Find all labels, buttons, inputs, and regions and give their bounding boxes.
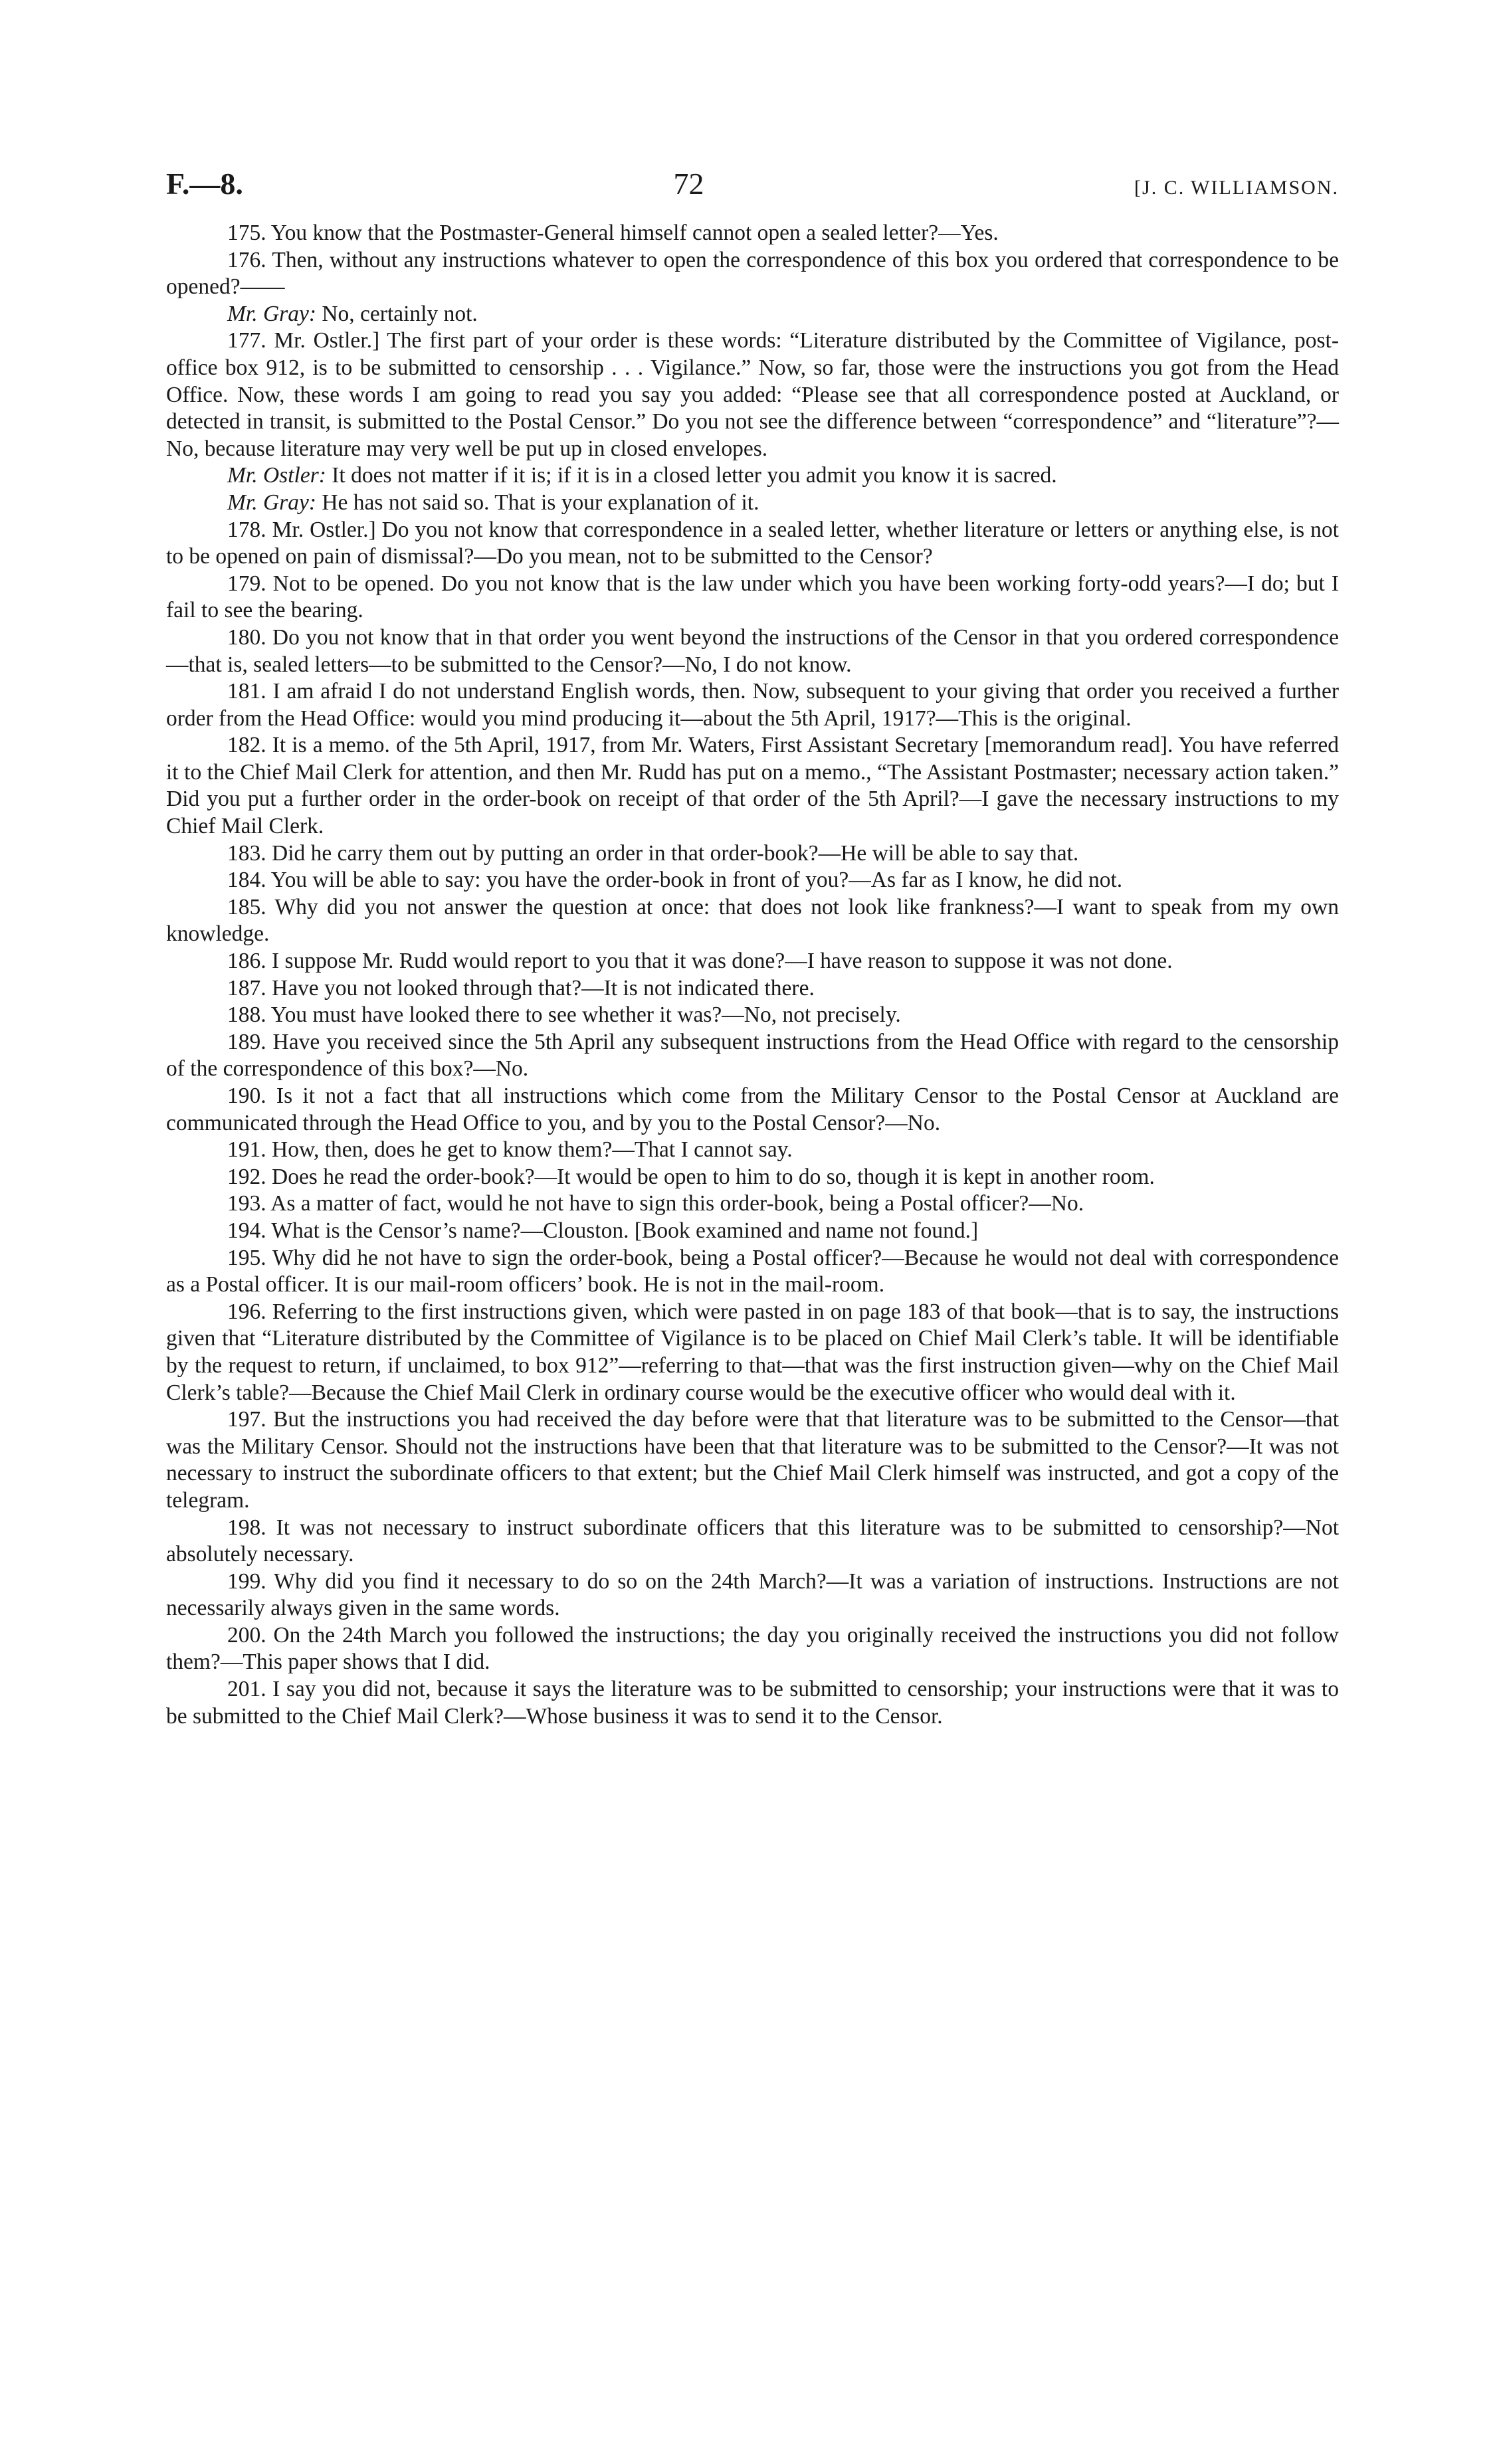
transcript-paragraph bbox=[166, 975, 1339, 1002]
transcript-paragraph bbox=[166, 220, 1339, 247]
transcript-paragraph bbox=[166, 1515, 1339, 1568]
paragraph-text: 187. Have you not looked through that?—It is not indicated there. bbox=[227, 975, 815, 1000]
paragraph-text: No, certainly not. bbox=[316, 301, 478, 326]
transcript-paragraph bbox=[166, 301, 1339, 328]
transcript-paragraph bbox=[166, 328, 1339, 462]
paragraph-text: 197. But the instructions you had received the day before were that that literature was to be submitted to the Censor—that was the Military Censor. Should not the instructions have been that that literature was to be submitted to the Censor?—It was not necessary to instruct the subordinate officers to that extent; but the Chief Mail Clerk himself was instructed, and got a copy of the telegram. bbox=[166, 1407, 1339, 1513]
witness-name: [J. C. WILLIAMSON. bbox=[1134, 177, 1339, 199]
page-header bbox=[166, 166, 1339, 201]
transcript-paragraph bbox=[166, 1406, 1339, 1514]
transcript-paragraph bbox=[166, 840, 1339, 868]
paragraph-text: 190. Is it not a fact that all instructions which come from the Military Censor to the Postal Censor at Auckland are communicated through the Head Office to you, and by you to the Postal Censor?—No. bbox=[166, 1084, 1339, 1135]
transcript-paragraph bbox=[166, 624, 1339, 678]
transcript-paragraph bbox=[166, 1002, 1339, 1029]
paragraph-text: 183. Did he carry them out by putting an order in that order-book?—He will be able to say that. bbox=[227, 840, 1079, 866]
transcript-paragraph bbox=[166, 517, 1339, 571]
transcript-paragraph bbox=[166, 1676, 1339, 1730]
transcript-paragraph bbox=[166, 247, 1339, 301]
document-reference: F.—8. bbox=[166, 167, 243, 201]
transcript-paragraph bbox=[166, 894, 1339, 948]
transcript-paragraph bbox=[166, 1218, 1339, 1245]
transcript-paragraph bbox=[166, 571, 1339, 624]
speaker-label: Mr. Gray: bbox=[227, 490, 316, 515]
paragraph-text: 200. On the 24th March you followed the instructions; the day you originally received the instructions you did not follow them?—This paper shows that I did. bbox=[166, 1622, 1339, 1675]
transcript-paragraph bbox=[166, 1190, 1339, 1218]
paragraph-text: 194. What is the Censor’s name?—Clouston. [Book examined and name not found.] bbox=[227, 1218, 979, 1243]
transcript-paragraph bbox=[166, 1029, 1339, 1083]
transcript-paragraph bbox=[166, 867, 1339, 894]
paragraph-text: 176. Then, without any instructions whatever to open the correspondence of this box you ordered that correspondence to be opened?—— bbox=[166, 247, 1339, 300]
transcript-paragraph bbox=[166, 490, 1339, 517]
paragraph-text: It does not matter if it is; if it is in a closed letter you admit you know it is sacred. bbox=[326, 463, 1057, 488]
paragraph-text: 179. Not to be opened. Do you not know that is the law under which you have been working forty-odd years?—I do; but I fail to see the bearing. bbox=[166, 571, 1339, 623]
transcript-paragraph bbox=[166, 678, 1339, 732]
transcript-paragraph bbox=[166, 1299, 1339, 1406]
speaker-label: Mr. Ostler: bbox=[227, 463, 326, 488]
paragraph-text: 191. How, then, does he get to know them?—That I cannot say. bbox=[227, 1137, 793, 1163]
transcript-paragraph bbox=[166, 462, 1339, 490]
paragraph-text: 181. I am afraid I do not understand English words, then. Now, subsequent to your giving that order you received a further order from the Head Office: would you mind producing it—about the 5th April, 1917?—This is the original. bbox=[166, 679, 1339, 731]
paragraph-text: 189. Have you received since the 5th April any subsequent instructions from the Head Office with regard to the censorship of the correspondence of this box?—No. bbox=[166, 1029, 1339, 1082]
document-page bbox=[166, 166, 1339, 1730]
transcript-paragraph bbox=[166, 732, 1339, 840]
transcript-body bbox=[166, 220, 1339, 1730]
paragraph-text: 182. It is a memo. of the 5th April, 1917, from Mr. Waters, First Assistant Secretary [memorandum read]. You have referred it to the Chief Mail Clerk for attention, and then Mr. Rudd has put on a memo., “The Assistant Postmaster; necessary action taken.” Did you put a further order in the order-book on receipt of that order of the 5th April?—I gave the necessary instructions to my Chief Mail Clerk. bbox=[166, 733, 1339, 839]
paragraph-text: 188. You must have looked there to see whether it was?—No, not precisely. bbox=[227, 1002, 901, 1028]
paragraph-text: 186. I suppose Mr. Rudd would report to you that it was done?—I have reason to suppose it was not done. bbox=[227, 949, 1173, 974]
transcript-paragraph bbox=[166, 1164, 1339, 1191]
paragraph-text: 178. Mr. Ostler.] Do you not know that correspondence in a sealed letter, whether literature or letters or anything else, is not to be opened on pain of dismissal?—Do you mean, not to be submitted to the Censor? bbox=[166, 517, 1339, 569]
paragraph-text: 175. You know that the Postmaster-General himself cannot open a sealed letter?—Yes. bbox=[227, 221, 999, 245]
paragraph-text: 198. It was not necessary to instruct subordinate officers that this literature was to be submitted to censorship?—Not absolutely necessary. bbox=[166, 1515, 1339, 1567]
paragraph-text: 180. Do you not know that in that order you went beyond the instructions of the Censor in that you ordered correspondence—that is, sealed letters—to be submitted to the Censor?—No, I do not know. bbox=[166, 624, 1339, 677]
transcript-paragraph bbox=[166, 1568, 1339, 1622]
speaker-label: Mr. Gray: bbox=[227, 301, 316, 326]
transcript-paragraph bbox=[166, 1622, 1339, 1676]
page-number: 72 bbox=[673, 167, 704, 201]
paragraph-text: 185. Why did you not answer the question at once: that does not look like frankness?—I want to speak from my own knowledge. bbox=[166, 894, 1339, 947]
paragraph-text: He has not said so. That is your explanation of it. bbox=[316, 490, 759, 515]
transcript-paragraph bbox=[166, 1083, 1339, 1137]
paragraph-text: 177. Mr. Ostler.] The first part of your order is these words: “Literature distributed by the Committee of Vigilance, post-office box 912, is to be submitted to censorship . . . Vigilance.” Now, so far, those were the instructions you got from the Head Office. Now, these words I am going to read you say you added: “Please see that all correspondence posted at Auckland, or detected in transit, is submitted to the Postal Censor.” Do you not see the difference between “correspondence” and “literature”?—No, because literature may very well be put up in closed envelopes. bbox=[166, 328, 1339, 461]
paragraph-text: 195. Why did he not have to sign the order-book, being a Postal officer?—Because he would not deal with correspondence as a Postal officer. It is our mail-room officers’ book. He is not in the mail-room. bbox=[166, 1245, 1339, 1297]
paragraph-text: 184. You will be able to say: you have the order-book in front of you?—As far as I know, he did not. bbox=[227, 868, 1123, 893]
paragraph-text: 201. I say you did not, because it says the literature was to be submitted to censorship; your instructions were that it was to be submitted to the Chief Mail Clerk?—Whose business it was to send it to the Censor. bbox=[166, 1677, 1339, 1729]
transcript-paragraph bbox=[166, 1245, 1339, 1299]
transcript-paragraph bbox=[166, 948, 1339, 975]
paragraph-text: 199. Why did you find it necessary to do so on the 24th March?—It was a variation of instructions. Instructions are not necessarily always given in the same words. bbox=[166, 1568, 1339, 1621]
paragraph-text: 196. Referring to the first instructions given, which were pasted in on page 183 of that book—that is to say, the instructions given that “Literature distributed by the Committee of Vigilance is to be placed on Chief Mail Clerk’s table. It will be identifiable by the request to return, if unclaimed, to box 912”—referring to that—that was the first instruction given—why on the Chief Mail Clerk’s table?—Because the Chief Mail Clerk in ordinary course would be the executive officer who would deal with it. bbox=[166, 1299, 1339, 1405]
paragraph-text: 193. As a matter of fact, would he not have to sign this order-book, being a Postal officer?—No. bbox=[227, 1191, 1084, 1216]
paragraph-text: 192. Does he read the order-book?—It would be open to him to do so, though it is kept in another room. bbox=[227, 1164, 1155, 1189]
transcript-paragraph bbox=[166, 1137, 1339, 1164]
